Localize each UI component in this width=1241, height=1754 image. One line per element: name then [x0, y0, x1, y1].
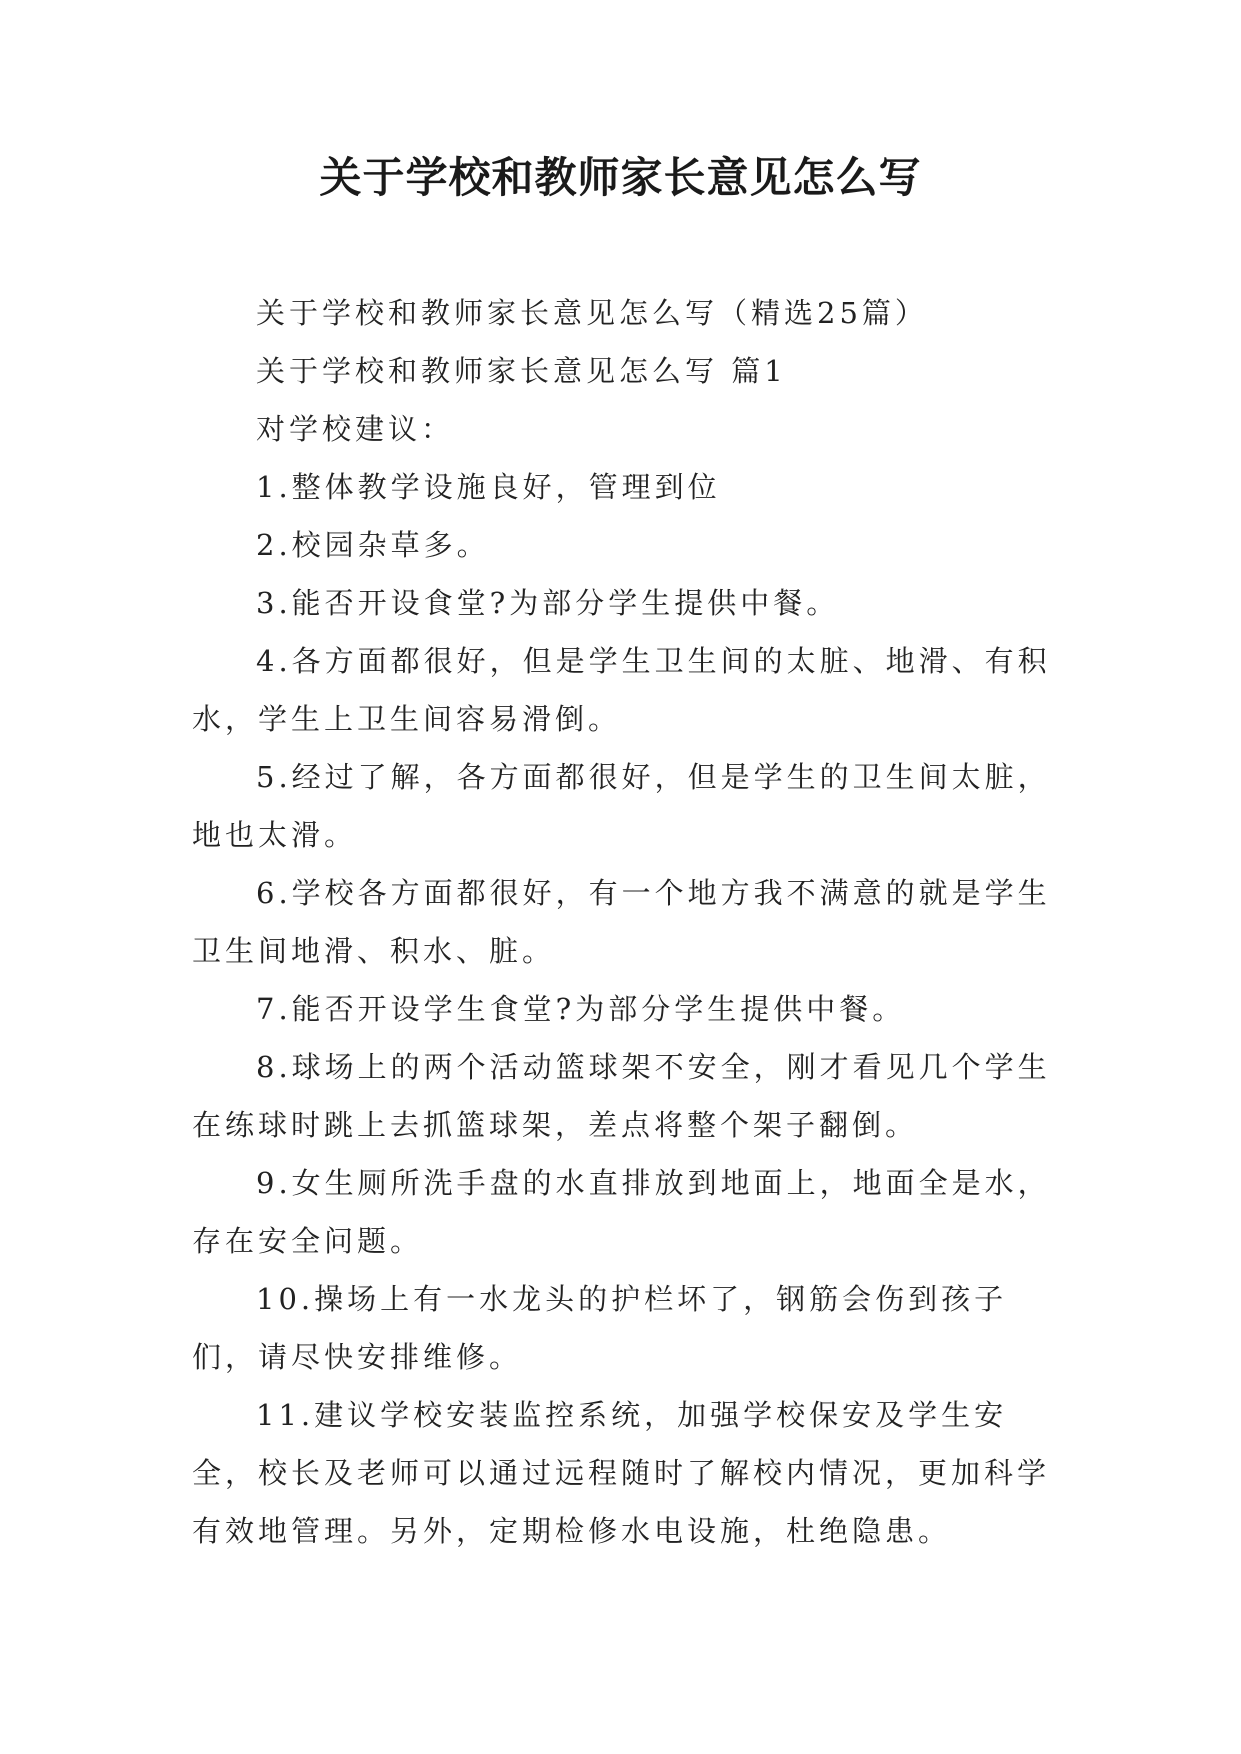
- paragraph-item-6: 6.学校各方面都很好，有一个地方我不满意的就是学生卫生间地滑、积水、脏。: [192, 876, 1051, 968]
- paragraph-item-9: 9.女生厕所洗手盘的水直排放到地面上，地面全是水，存在安全问题。: [192, 1166, 1051, 1258]
- paragraph-item-2: 2.校园杂草多。: [256, 528, 490, 562]
- paragraph-item-5: 5.经过了解，各方面都很好，但是学生的卫生间太脏，地也太滑。: [192, 760, 1051, 852]
- paragraph-section-heading: 关于学校和教师家长意见怎么写 篇1: [256, 354, 787, 388]
- document-body: [192, 284, 1058, 1560]
- paragraph-item-8: 8.球场上的两个活动篮球架不安全，刚才看见几个学生在练球时跳上去抓篮球架，差点将整个架子翻倒。: [192, 1050, 1051, 1142]
- paragraph-item-3: 3.能否开设食堂?为部分学生提供中餐。: [256, 586, 840, 620]
- paragraph-school-suggestions-label: 对学校建议：: [256, 412, 455, 446]
- paragraph-item-1: 1.整体教学设施良好，管理到位: [256, 470, 721, 504]
- paragraph-item-4: 4.各方面都很好，但是学生卫生间的太脏、地滑、有积水，学生上卫生间容易滑倒。: [192, 644, 1051, 736]
- paragraph-item-7: 7.能否开设学生食堂?为部分学生提供中餐。: [256, 992, 906, 1026]
- paragraph-subtitle: 关于学校和教师家长意见怎么写（精选25篇）: [256, 296, 928, 330]
- document-title: 关于学校和教师家长意见怎么写: [319, 153, 922, 202]
- paragraph-item-10: 10.操场上有一水龙头的护栏坏了，钢筋会伤到孩子们，请尽快安排维修。: [192, 1282, 1008, 1374]
- paragraph-item-11: 11.建议学校安装监控系统，加强学校保安及学生安全，校长及老师可以通过远程随时了解校内情况，更加科学有效地管理。另外，定期检修水电设施，杜绝隐患。: [192, 1398, 1051, 1548]
